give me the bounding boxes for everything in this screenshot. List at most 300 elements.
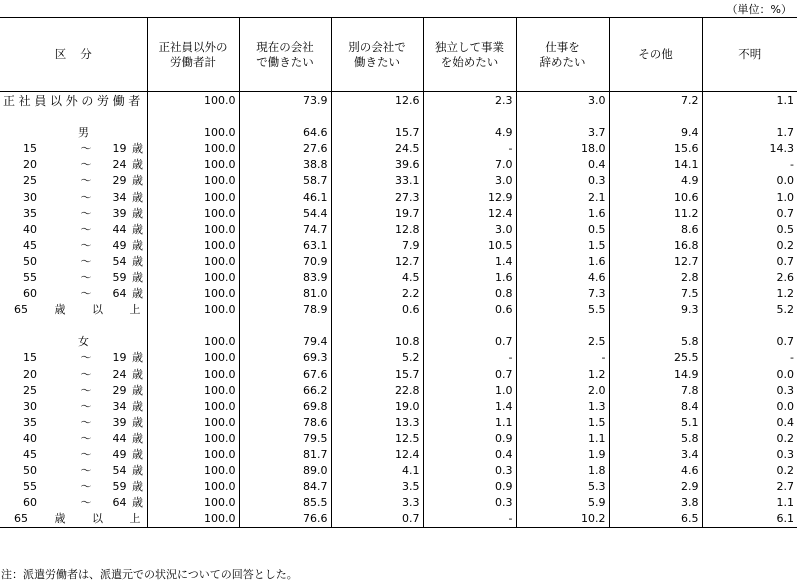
value-cell: 100.0 xyxy=(147,383,239,399)
row-label xyxy=(0,495,147,511)
spacer-row xyxy=(0,109,797,125)
age-from: 60 xyxy=(23,496,37,510)
table-row xyxy=(0,286,797,302)
age-to: 19 xyxy=(112,351,127,365)
spacer-cell xyxy=(609,318,702,334)
row-label xyxy=(0,173,147,189)
header-row xyxy=(0,18,797,92)
row-label xyxy=(0,254,147,270)
row-label xyxy=(0,286,147,302)
value-cell: 0.9 xyxy=(423,431,516,447)
value-cell: 100.0 xyxy=(147,189,239,205)
value-cell: 5.9 xyxy=(516,495,609,511)
age-suffix: 歳 xyxy=(132,287,143,301)
age-label-part: 65 xyxy=(14,512,28,526)
value-cell: 5.1 xyxy=(609,415,702,431)
header-col-4: 独立して事業 を始めたい xyxy=(423,18,516,92)
age-suffix: 歳 xyxy=(132,464,143,478)
value-cell: 39.6 xyxy=(331,157,423,173)
footnote: 注：派遣労働者は、派遣元での状況についての回答とした。 xyxy=(1,568,298,581)
value-cell: 25.5 xyxy=(609,350,702,366)
value-cell: 79.5 xyxy=(239,431,331,447)
row-label xyxy=(0,447,147,463)
row-label xyxy=(0,399,147,415)
value-cell: 0.4 xyxy=(423,447,516,463)
value-cell: 12.8 xyxy=(331,222,423,238)
value-cell: 8.6 xyxy=(609,222,702,238)
age-label-65-over xyxy=(0,511,147,527)
value-cell: 6.5 xyxy=(609,511,702,528)
table-row xyxy=(0,463,797,479)
total-row xyxy=(0,92,797,110)
age-from: 30 xyxy=(23,399,37,413)
value-cell: 10.6 xyxy=(609,189,702,205)
value-cell: 1.4 xyxy=(423,254,516,270)
spacer-row xyxy=(0,318,797,334)
value-cell: 2.3 xyxy=(423,92,516,110)
table-row xyxy=(0,302,797,318)
age-from: 45 xyxy=(23,448,37,462)
table-row xyxy=(0,254,797,270)
value-cell: 4.1 xyxy=(331,463,423,479)
value-cell: 2.9 xyxy=(609,479,702,495)
value-cell: 12.5 xyxy=(331,431,423,447)
age-label xyxy=(0,447,147,463)
age-sep: ～ xyxy=(80,254,92,268)
value-cell: 69.3 xyxy=(239,350,331,366)
value-cell: 84.7 xyxy=(239,479,331,495)
value-cell: 3.0 xyxy=(516,92,609,110)
age-from: 55 xyxy=(23,270,37,284)
age-sep: ～ xyxy=(80,270,92,284)
table-row xyxy=(0,270,797,286)
total-label: 正 社 員 以 外 の 労 働 者 xyxy=(3,93,141,108)
value-cell: 0.0 xyxy=(702,173,797,189)
row-label xyxy=(0,367,147,383)
value-cell: 100.0 xyxy=(147,350,239,366)
value-cell: - xyxy=(702,157,797,173)
age-label xyxy=(0,367,147,383)
age-from: 50 xyxy=(23,464,37,478)
table-row xyxy=(0,367,797,383)
header-col-5: 仕事を 辞めたい xyxy=(516,18,609,92)
spacer-cell xyxy=(239,318,331,334)
male-total-row xyxy=(0,125,797,141)
row-label xyxy=(0,92,147,110)
value-cell: 100.0 xyxy=(147,367,239,383)
value-cell: 100.0 xyxy=(147,447,239,463)
value-cell: 5.8 xyxy=(609,334,702,350)
table-row xyxy=(0,495,797,511)
age-from: 45 xyxy=(23,238,37,252)
age-sep: ～ xyxy=(80,158,92,172)
value-cell: 0.7 xyxy=(702,254,797,270)
age-to: 39 xyxy=(112,206,127,220)
value-cell: 2.2 xyxy=(331,286,423,302)
value-cell: 67.6 xyxy=(239,367,331,383)
value-cell: 100.0 xyxy=(147,286,239,302)
value-cell: - xyxy=(423,141,516,157)
age-suffix: 歳 xyxy=(132,222,143,236)
value-cell: 66.2 xyxy=(239,383,331,399)
value-cell: 1.4 xyxy=(423,399,516,415)
header-col-6: その他 xyxy=(609,18,702,92)
age-suffix: 歳 xyxy=(132,480,143,494)
table-row xyxy=(0,383,797,399)
value-cell: 0.3 xyxy=(702,383,797,399)
value-cell: 12.4 xyxy=(423,206,516,222)
row-label xyxy=(0,302,147,318)
value-cell: 18.0 xyxy=(516,141,609,157)
age-label xyxy=(0,157,147,173)
age-from: 40 xyxy=(23,431,37,445)
table-row xyxy=(0,189,797,205)
value-cell: 0.7 xyxy=(702,206,797,222)
table-row xyxy=(0,431,797,447)
value-cell: 1.0 xyxy=(702,189,797,205)
table-row xyxy=(0,157,797,173)
age-label xyxy=(0,463,147,479)
age-suffix: 歳 xyxy=(132,448,143,462)
spacer-cell xyxy=(702,109,797,125)
age-label-part: 以 xyxy=(92,512,103,526)
value-cell: 0.0 xyxy=(702,399,797,415)
age-sep: ～ xyxy=(80,480,92,494)
age-to: 19 xyxy=(112,142,127,156)
age-sep: ～ xyxy=(80,222,92,236)
value-cell: 5.3 xyxy=(516,479,609,495)
header-col-2: 現在の会社 で働きたい xyxy=(239,18,331,92)
age-to: 39 xyxy=(112,415,127,429)
table-row xyxy=(0,447,797,463)
age-label xyxy=(0,495,147,511)
age-sep: ～ xyxy=(80,367,92,381)
value-cell: 100.0 xyxy=(147,511,239,528)
age-label xyxy=(0,350,147,366)
age-from: 20 xyxy=(23,367,37,381)
value-cell: 100.0 xyxy=(147,157,239,173)
value-cell: 27.6 xyxy=(239,141,331,157)
value-cell: 0.5 xyxy=(516,222,609,238)
age-sep: ～ xyxy=(80,431,92,445)
age-from: 20 xyxy=(23,158,37,172)
value-cell: 24.5 xyxy=(331,141,423,157)
value-cell: 1.2 xyxy=(702,286,797,302)
age-label xyxy=(0,190,147,206)
value-cell: 7.0 xyxy=(423,157,516,173)
age-sep: ～ xyxy=(80,383,92,397)
row-label xyxy=(0,125,147,141)
value-cell: 73.9 xyxy=(239,92,331,110)
age-sep: ～ xyxy=(80,448,92,462)
value-cell: 0.3 xyxy=(516,173,609,189)
female-total-row xyxy=(0,334,797,350)
spacer-cell xyxy=(516,109,609,125)
value-cell: 0.2 xyxy=(702,463,797,479)
value-cell: 1.1 xyxy=(516,431,609,447)
value-cell: 14.9 xyxy=(609,367,702,383)
spacer-cell xyxy=(147,109,239,125)
value-cell: 100.0 xyxy=(147,431,239,447)
value-cell: 15.7 xyxy=(331,367,423,383)
age-suffix: 歳 xyxy=(132,254,143,268)
value-cell: 81.7 xyxy=(239,447,331,463)
age-suffix: 歳 xyxy=(132,415,143,429)
age-from: 35 xyxy=(23,206,37,220)
male-label: 男 xyxy=(78,126,89,140)
age-from: 35 xyxy=(23,415,37,429)
spacer-cell xyxy=(423,318,516,334)
row-label xyxy=(0,463,147,479)
value-cell: 14.3 xyxy=(702,141,797,157)
age-to: 64 xyxy=(112,287,127,301)
value-cell: 0.2 xyxy=(702,431,797,447)
unit-label: （単位：%） xyxy=(726,3,792,16)
value-cell: 12.7 xyxy=(609,254,702,270)
table-row xyxy=(0,350,797,366)
value-cell: 9.3 xyxy=(609,302,702,318)
value-cell: 100.0 xyxy=(147,141,239,157)
value-cell: 78.9 xyxy=(239,302,331,318)
age-label xyxy=(0,479,147,495)
value-cell: 1.0 xyxy=(423,383,516,399)
spacer-cell xyxy=(147,318,239,334)
row-label xyxy=(0,141,147,157)
value-cell: 3.8 xyxy=(609,495,702,511)
value-cell: 7.8 xyxy=(609,383,702,399)
value-cell: 100.0 xyxy=(147,479,239,495)
value-cell: 76.6 xyxy=(239,511,331,528)
value-cell: 0.4 xyxy=(702,415,797,431)
value-cell: 0.7 xyxy=(702,334,797,350)
value-cell: 9.4 xyxy=(609,125,702,141)
row-label xyxy=(0,222,147,238)
value-cell: 5.2 xyxy=(331,350,423,366)
value-cell: 1.8 xyxy=(516,463,609,479)
value-cell: 3.5 xyxy=(331,479,423,495)
age-label xyxy=(0,286,147,302)
value-cell: 100.0 xyxy=(147,302,239,318)
age-label xyxy=(0,206,147,222)
age-from: 25 xyxy=(23,174,37,188)
age-to: 54 xyxy=(112,254,127,268)
value-cell: 10.8 xyxy=(331,334,423,350)
age-sep: ～ xyxy=(80,496,92,510)
row-label xyxy=(0,479,147,495)
spacer-cell xyxy=(609,109,702,125)
value-cell: 100.0 xyxy=(147,173,239,189)
age-from: 15 xyxy=(23,142,37,156)
table-row xyxy=(0,479,797,495)
value-cell: 58.7 xyxy=(239,173,331,189)
row-label xyxy=(0,511,147,528)
age-to: 44 xyxy=(112,431,127,445)
value-cell: 7.2 xyxy=(609,92,702,110)
value-cell: 13.3 xyxy=(331,415,423,431)
value-cell: - xyxy=(702,350,797,366)
value-cell: 10.2 xyxy=(516,511,609,528)
age-suffix: 歳 xyxy=(132,158,143,172)
value-cell: 74.7 xyxy=(239,222,331,238)
value-cell: 19.7 xyxy=(331,206,423,222)
table-row xyxy=(0,141,797,157)
value-cell: 12.4 xyxy=(331,447,423,463)
header-col-7: 不明 xyxy=(702,18,797,92)
value-cell: 64.6 xyxy=(239,125,331,141)
value-cell: 2.6 xyxy=(702,270,797,286)
value-cell: 33.1 xyxy=(331,173,423,189)
value-cell: 100.0 xyxy=(147,254,239,270)
value-cell: 38.8 xyxy=(239,157,331,173)
table-row xyxy=(0,415,797,431)
age-from: 50 xyxy=(23,254,37,268)
spacer-cell xyxy=(702,318,797,334)
age-suffix: 歳 xyxy=(132,142,143,156)
age-to: 34 xyxy=(112,399,127,413)
table-row xyxy=(0,222,797,238)
age-suffix: 歳 xyxy=(132,431,143,445)
value-cell: 70.9 xyxy=(239,254,331,270)
value-cell: 3.0 xyxy=(423,173,516,189)
value-cell: 63.1 xyxy=(239,238,331,254)
row-label xyxy=(0,431,147,447)
value-cell: 46.1 xyxy=(239,189,331,205)
age-from: 15 xyxy=(23,351,37,365)
value-cell: 27.3 xyxy=(331,189,423,205)
age-label xyxy=(0,141,147,157)
value-cell: 11.2 xyxy=(609,206,702,222)
value-cell: 3.0 xyxy=(423,222,516,238)
value-cell: 85.5 xyxy=(239,495,331,511)
table-header xyxy=(0,18,797,92)
age-label-part: 歳 xyxy=(54,303,66,317)
value-cell: - xyxy=(423,511,516,528)
age-label-part: 以 xyxy=(92,303,103,317)
value-cell: 4.9 xyxy=(423,125,516,141)
value-cell: 89.0 xyxy=(239,463,331,479)
data-table xyxy=(0,17,797,528)
age-suffix: 歳 xyxy=(132,174,143,188)
age-label-part: 上 xyxy=(129,303,141,317)
value-cell: 15.6 xyxy=(609,141,702,157)
age-label xyxy=(0,399,147,415)
age-to: 34 xyxy=(112,190,127,204)
age-label-part: 上 xyxy=(129,512,141,526)
age-sep: ～ xyxy=(80,351,92,365)
spacer-cell xyxy=(423,109,516,125)
table-row xyxy=(0,399,797,415)
value-cell: 100.0 xyxy=(147,222,239,238)
row-label xyxy=(0,238,147,254)
age-label xyxy=(0,415,147,431)
value-cell: 7.3 xyxy=(516,286,609,302)
value-cell: 0.4 xyxy=(516,157,609,173)
value-cell: - xyxy=(423,350,516,366)
age-from: 30 xyxy=(23,190,37,204)
table-row xyxy=(0,238,797,254)
value-cell: 100.0 xyxy=(147,92,239,110)
value-cell: 0.8 xyxy=(423,286,516,302)
value-cell: 0.6 xyxy=(423,302,516,318)
age-to: 49 xyxy=(112,238,127,252)
age-to: 24 xyxy=(112,158,127,172)
value-cell: 7.9 xyxy=(331,238,423,254)
value-cell: 83.9 xyxy=(239,270,331,286)
value-cell: 12.9 xyxy=(423,189,516,205)
age-sep: ～ xyxy=(80,415,92,429)
spacer-cell xyxy=(331,318,423,334)
value-cell: 0.7 xyxy=(423,367,516,383)
value-cell: 1.6 xyxy=(516,206,609,222)
age-label-part: 歳 xyxy=(54,512,66,526)
value-cell: 12.7 xyxy=(331,254,423,270)
age-from: 40 xyxy=(23,222,37,236)
age-label xyxy=(0,383,147,399)
value-cell: 0.2 xyxy=(702,238,797,254)
value-cell: 2.0 xyxy=(516,383,609,399)
value-cell: 78.6 xyxy=(239,415,331,431)
value-cell: 14.1 xyxy=(609,157,702,173)
value-cell: 6.1 xyxy=(702,511,797,528)
table-row xyxy=(0,173,797,189)
table-row xyxy=(0,511,797,528)
value-cell: 1.6 xyxy=(516,254,609,270)
value-cell: 1.3 xyxy=(516,399,609,415)
value-cell: 5.8 xyxy=(609,431,702,447)
age-sep: ～ xyxy=(80,190,92,204)
age-suffix: 歳 xyxy=(132,238,143,252)
value-cell: 0.5 xyxy=(702,222,797,238)
age-to: 59 xyxy=(112,480,127,494)
value-cell: 0.6 xyxy=(331,302,423,318)
value-cell: 100.0 xyxy=(147,495,239,511)
value-cell: - xyxy=(516,350,609,366)
age-suffix: 歳 xyxy=(132,496,143,510)
age-label xyxy=(0,254,147,270)
value-cell: 0.3 xyxy=(702,447,797,463)
age-suffix: 歳 xyxy=(132,206,143,220)
spacer-cell xyxy=(331,109,423,125)
value-cell: 4.6 xyxy=(609,463,702,479)
value-cell: 100.0 xyxy=(147,463,239,479)
value-cell: 2.7 xyxy=(702,479,797,495)
value-cell: 1.5 xyxy=(516,415,609,431)
value-cell: 100.0 xyxy=(147,270,239,286)
value-cell: 16.8 xyxy=(609,238,702,254)
age-sep: ～ xyxy=(80,206,92,220)
spacer-cell xyxy=(0,318,147,334)
value-cell: 100.0 xyxy=(147,125,239,141)
value-cell: 0.7 xyxy=(423,334,516,350)
spacer-cell xyxy=(516,318,609,334)
row-label xyxy=(0,415,147,431)
value-cell: 1.6 xyxy=(423,270,516,286)
value-cell: 81.0 xyxy=(239,286,331,302)
age-to: 59 xyxy=(112,270,127,284)
value-cell: 3.3 xyxy=(331,495,423,511)
value-cell: 22.8 xyxy=(331,383,423,399)
age-label xyxy=(0,222,147,238)
value-cell: 4.6 xyxy=(516,270,609,286)
value-cell: 8.4 xyxy=(609,399,702,415)
age-to: 29 xyxy=(112,174,127,188)
age-sep: ～ xyxy=(80,399,92,413)
value-cell: 10.5 xyxy=(423,238,516,254)
value-cell: 100.0 xyxy=(147,399,239,415)
age-suffix: 歳 xyxy=(132,383,143,397)
age-from: 60 xyxy=(23,287,37,301)
value-cell: 0.3 xyxy=(423,463,516,479)
